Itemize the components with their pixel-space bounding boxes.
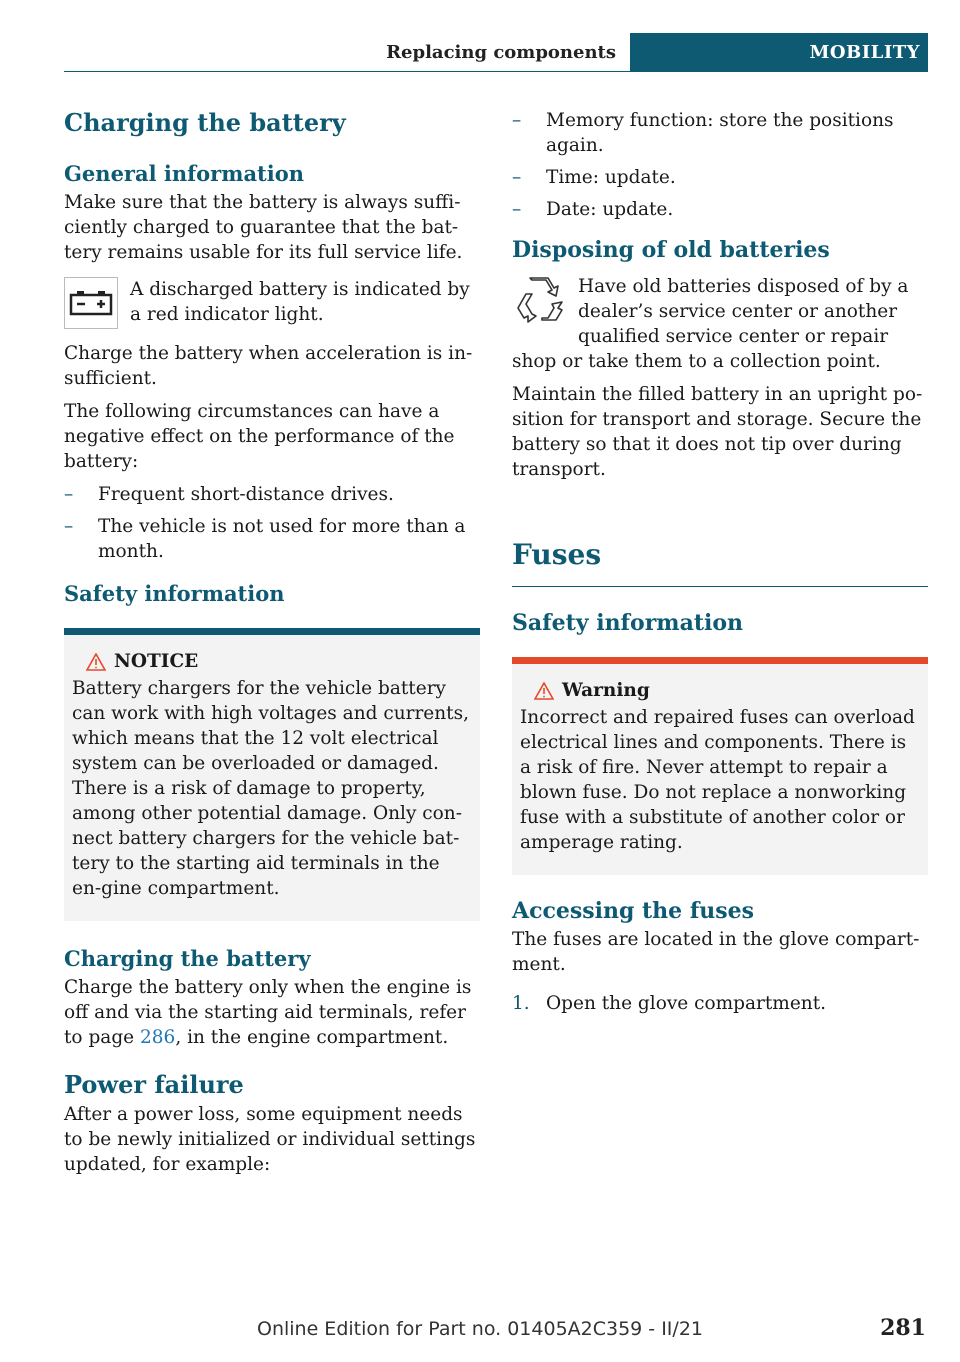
- right-column: [512, 108, 928, 1016]
- recycle-icon: [512, 274, 566, 326]
- notice-title: NOTICE: [114, 651, 199, 672]
- power-failure-list: [512, 108, 928, 222]
- footer-edition: Online Edition for Part no. 01405A2C359 - II/21: [256, 1318, 703, 1340]
- subheading-safety: Safety information: [64, 581, 285, 606]
- circumstances-list: [64, 482, 480, 564]
- page-link[interactable]: 286: [140, 1027, 176, 1048]
- warning-header: [534, 680, 920, 701]
- section-tab: MOBILITY: [630, 33, 928, 71]
- circumstances-paragraph: The following circumstances can have a negative effect on the performance of the battery:: [64, 401, 455, 472]
- chapter-title: Replacing components: [386, 41, 616, 63]
- list-item: – The vehicle is not used for more than a month.: [64, 516, 466, 562]
- warning-triangle-icon: [534, 682, 554, 700]
- fuses-title: Fuses: [512, 538, 602, 571]
- warning-title: Warning: [562, 680, 650, 701]
- list-item: – Date: update.: [512, 199, 674, 220]
- steps-list: [512, 991, 928, 1016]
- left-column: [64, 100, 480, 1177]
- charging-paragraph: Charge the battery only when the engine is off and via the starting aid terminals, refer to page 286, in the engine compartment.: [64, 977, 472, 1048]
- charge-when-paragraph: Charge the battery when acceleration is in-sufficient.: [64, 343, 473, 389]
- warning-box: [512, 657, 928, 875]
- notice-header: [86, 651, 472, 672]
- battery-icon: [64, 277, 118, 329]
- subheading-power-failure: Power failure: [64, 1070, 244, 1099]
- subheading-disposing: Disposing of old batteries: [512, 237, 830, 263]
- subheading-fuse-safety: Safety information: [512, 610, 744, 636]
- list-item: – Time: update.: [512, 167, 676, 188]
- section-rule: [512, 586, 928, 587]
- warning-text: Incorrect and repaired fuses can overload electrical lines and components. There is a risk of fire. Never attempt to repair a blown fuse. Do not replace a nonworking fuse with a substitute of another color or amperage rating.: [520, 707, 915, 853]
- power-paragraph: After a power loss, some equipment needs to be newly initialized or individual settings updated, for example:: [64, 1104, 476, 1175]
- indicator-note: [64, 277, 480, 329]
- notice-text: Battery chargers for the vehicle battery can work with high voltages and currents, which means that the 12 volt electrical system can be overloaded or damaged. There is a risk of damage to property, among other potential damage. Only con-nect battery chargers for the vehicle bat-tery to the starting aid terminals in the en-gine compartment.: [72, 678, 469, 899]
- indicator-text: A discharged battery is indicated by a red indicator light.: [130, 279, 470, 325]
- notice-box: [64, 628, 480, 921]
- disposing-text: Have old batteries disposed of by a dealer’s service center or another qualified service center or repair shop or take them to a collection point.: [512, 276, 909, 372]
- warning-triangle-icon: [86, 653, 106, 671]
- list-item: 1. Open the glove compartment.: [512, 993, 827, 1014]
- disposing-note: [512, 274, 928, 374]
- section-title: Charging the battery: [64, 108, 346, 137]
- accessing-paragraph: The fuses are located in the glove compart-ment.: [512, 929, 920, 975]
- list-item: – Frequent short-distance drives.: [64, 484, 394, 505]
- list-item: – Memory function: store the positions again.: [512, 110, 894, 156]
- subheading-accessing: Accessing the fuses: [512, 898, 755, 924]
- subheading-general: General information: [64, 161, 305, 186]
- page-number: 281: [880, 1315, 926, 1341]
- running-header: [64, 33, 928, 72]
- general-paragraph: Make sure that the battery is always suffi-ciently charged to guarantee that the bat-tery remains usable for its full service life.: [64, 192, 463, 263]
- subheading-charging: Charging the battery: [64, 946, 311, 971]
- maintain-paragraph: Maintain the filled battery in an upright po-sition for transport and storage. Secure the battery so that it does not tip over during transport.: [512, 384, 923, 480]
